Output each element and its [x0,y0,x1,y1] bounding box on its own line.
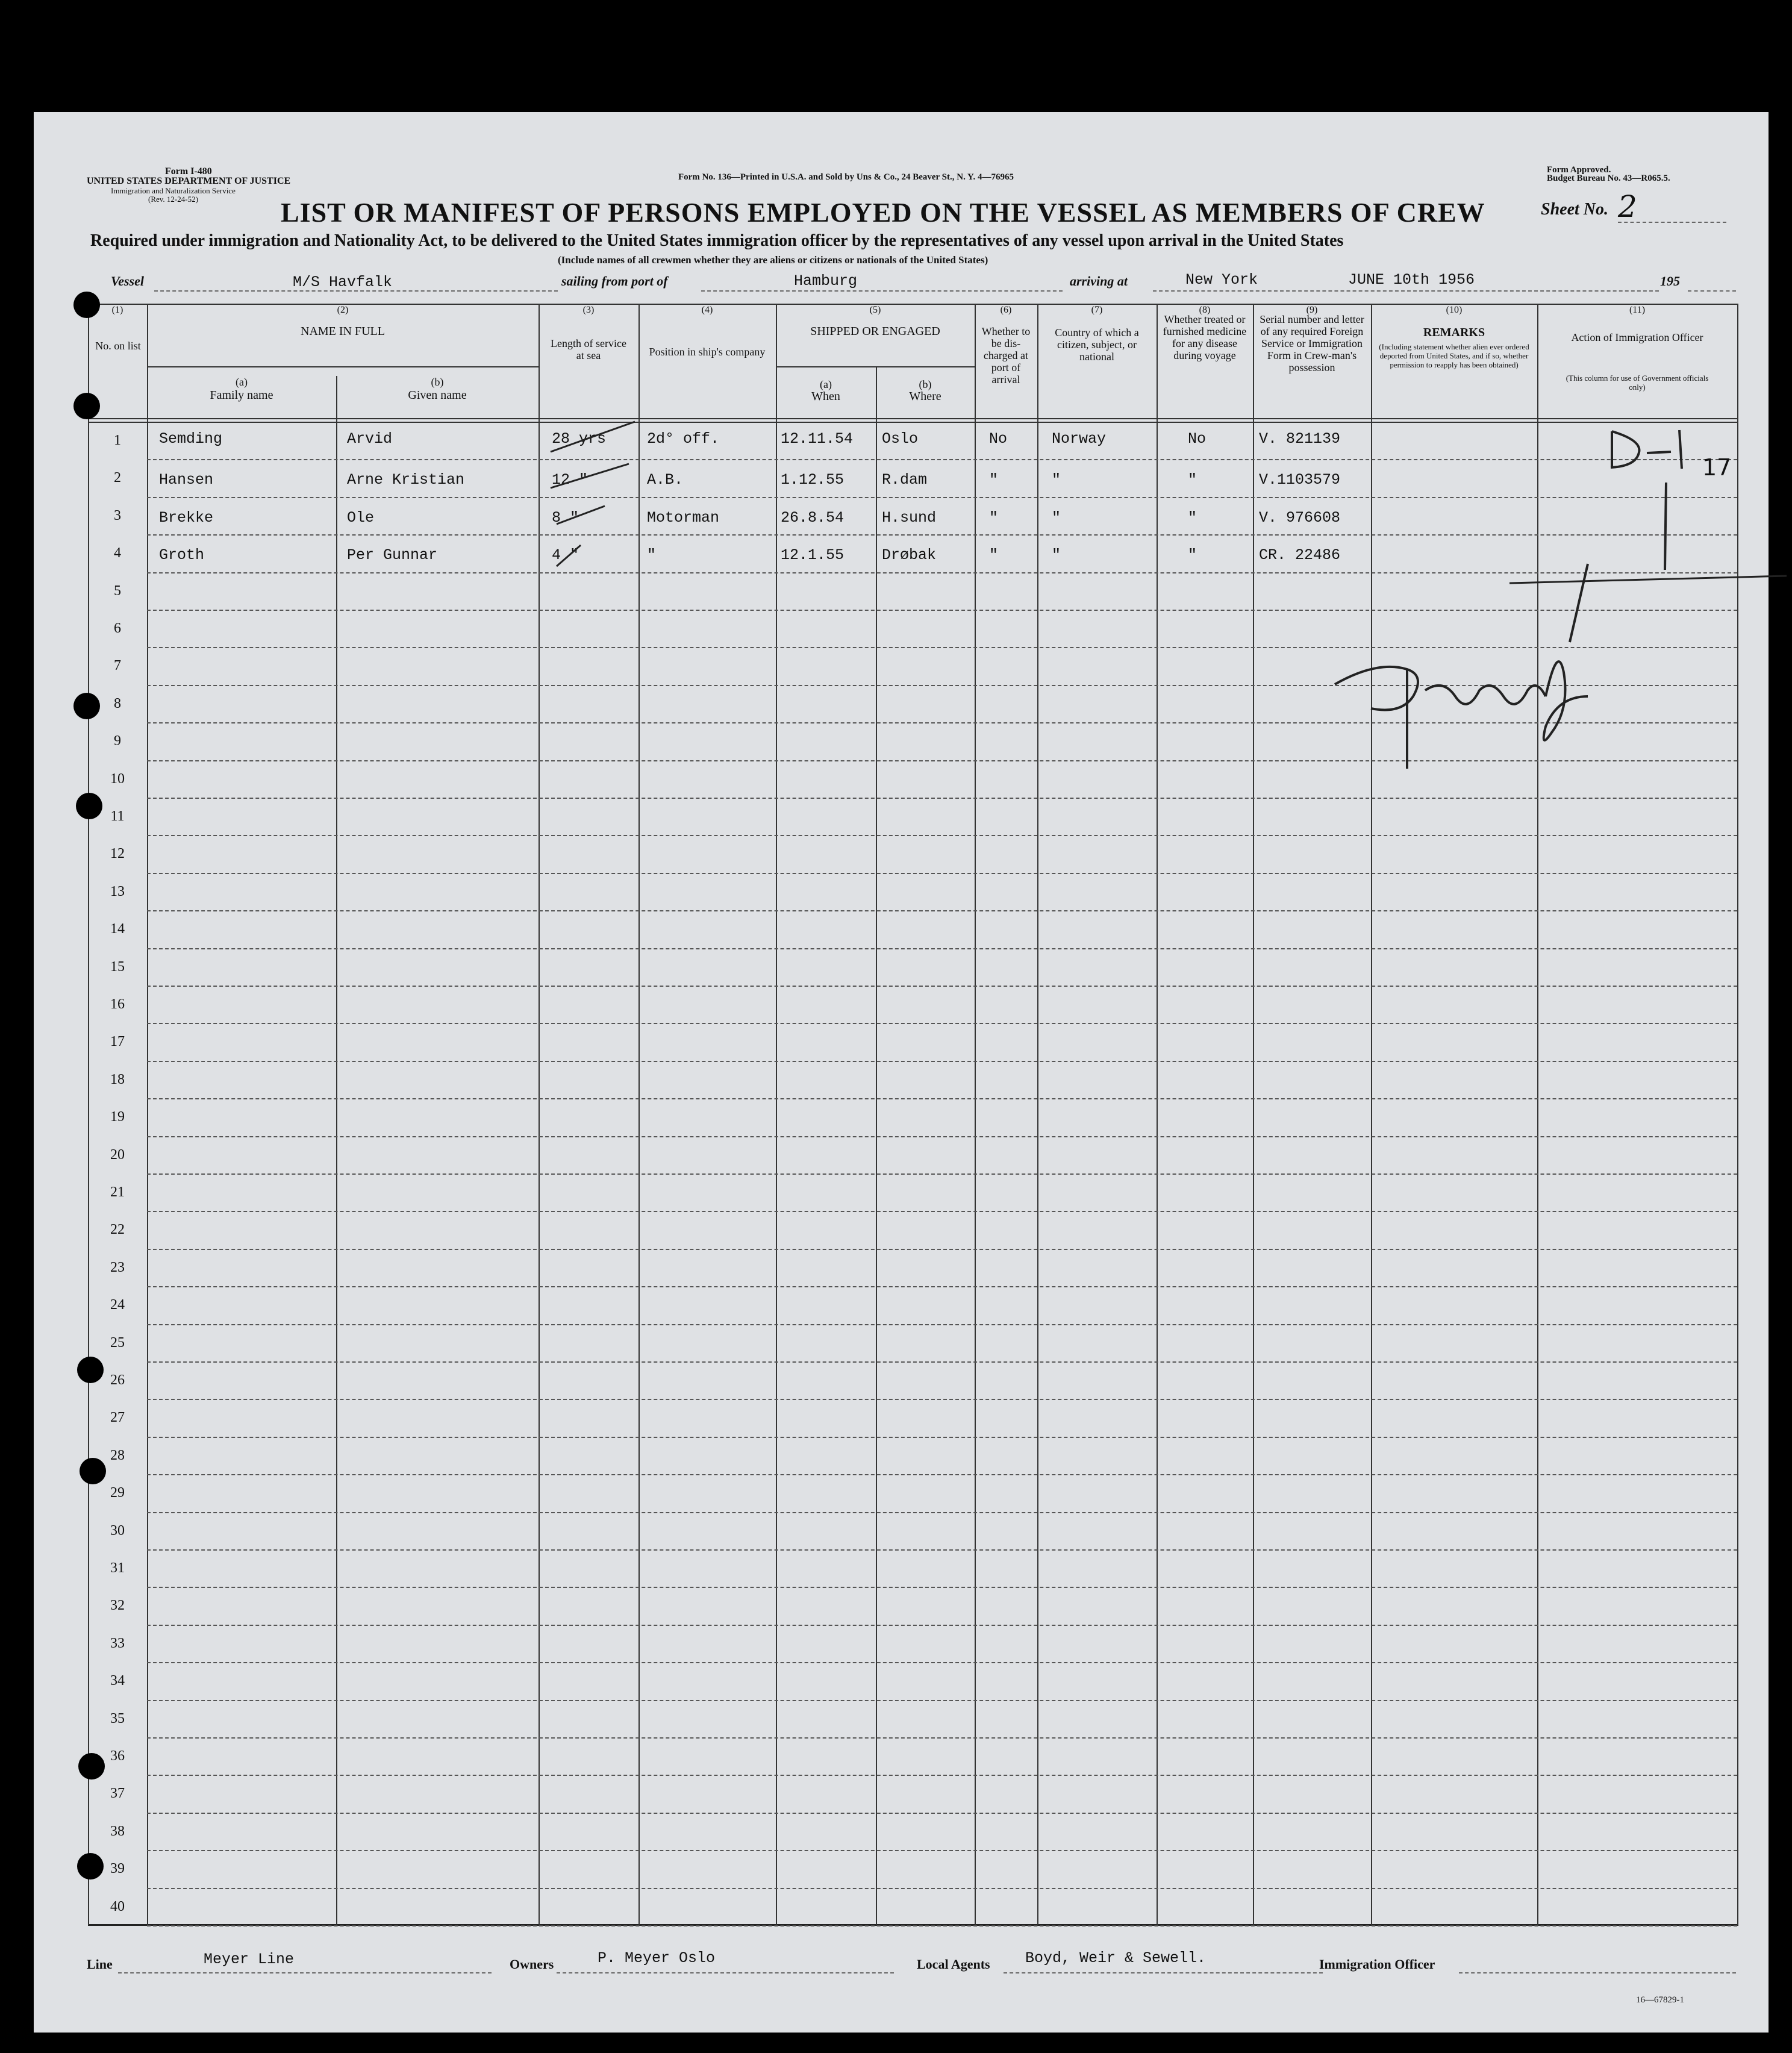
vessel-label: Vessel [111,273,144,289]
punch-hole [76,793,102,819]
row-number: 4 [114,545,121,561]
crew-length: 8 " [552,508,579,527]
crew-when: 26.8.54 [781,508,844,527]
header-where: Where [909,390,941,403]
form-number: Form I-480 [165,166,212,177]
crew-country: " [1052,508,1061,527]
crew-treated: No [1188,430,1207,448]
department: UNITED STATES DEPARTMENT OF JUSTICE [87,176,291,186]
crew-when: 1.12.55 [781,471,844,489]
row-number: 30 [110,1522,125,1539]
row-number: 16 [110,996,125,1012]
col-num-6: (6) [1000,305,1012,315]
row-number: 1 [114,433,121,448]
row-number: 37 [110,1786,125,1802]
budget-number: Budget Bureau No. 43—R065.5. [1547,173,1670,183]
printer-note: Form No. 136—Printed in U.S.A. and Sold by Uns & Co., 24 Beaver St., N. Y. 4—76965 [678,172,1014,182]
crew-given: Arne Kristian [347,471,465,489]
col-num-1: (1) [111,305,123,315]
punch-hole [78,1753,105,1780]
row-number: 13 [110,883,125,899]
row-number: 35 [110,1710,125,1726]
arriving-label: arriving at [1070,273,1128,289]
row-number: 31 [110,1560,125,1576]
row-number: 8 [114,695,121,711]
col-num-10: (10) [1446,305,1463,315]
row-number: 6 [114,620,121,636]
row-number: 20 [110,1146,125,1163]
crew-length: 4 " [552,546,579,564]
header-serial: Serial number and letter of any required Foreign Service or Immigration Form in Crew-man's possession [1260,313,1364,373]
line-name: Meyer Line [204,1951,295,1968]
row-number: 9 [114,733,121,749]
header-name-in-full: NAME IN FULL [301,325,385,338]
header-given-letter: (b) [431,376,444,388]
crew-treated: " [1188,508,1197,527]
punch-hole [80,1458,106,1484]
row-number: 22 [110,1222,125,1238]
col-num-4: (4) [701,305,713,315]
include-note: (Include names of all crewmen whether they are aliens or citizens or nationals of the United States) [558,254,988,266]
crew-serial: CR. 22486 [1259,546,1341,564]
row-number: 38 [110,1823,125,1839]
agents-label: Local Agents [917,1957,990,1972]
row-number: 14 [110,921,125,937]
arrival-date: JUNE 10th 1956 [1348,271,1475,289]
crew-given: Ole [347,508,375,527]
header-no-on-list: No. on list [95,340,141,352]
row-number: 21 [110,1184,125,1200]
row-number: 17 [110,1034,125,1050]
row-number: 18 [110,1071,125,1087]
crew-country: Norway [1052,430,1107,448]
crew-family: Brekke [159,508,214,527]
header-when: When [811,390,840,403]
header-action: Action of Immigration Officer [1571,331,1703,343]
sheet-number: 2 [1618,189,1637,224]
crew-where: Drøbak [882,546,937,564]
header-when-letter: (a) [820,378,832,390]
row-number: 19 [110,1109,125,1125]
page-title: LIST OR MANIFEST OF PERSONS EMPLOYED ON THE VESSEL AS MEMBERS OF CREW [281,197,1485,228]
crew-family: Hansen [159,471,214,489]
owners-label: Owners [510,1957,554,1972]
header-remarks: REMARKS [1423,326,1485,339]
col-num-8: (8) [1199,305,1211,315]
punch-hole [73,693,100,719]
row-number: 15 [110,958,125,975]
remarks-note: (Including statement whether alien ever ordered deported from United States, and if so, whether permission to reapply has been obtained) [1379,342,1529,369]
arriving-port: New York [1185,271,1258,289]
crew-discharged: " [989,546,999,564]
crew-where: H.sund [882,508,937,527]
footer-code: 16—67829-1 [1636,1995,1684,2005]
col-num-5: (5) [869,305,881,315]
row-number: 10 [110,770,125,787]
crew-position: A.B. [647,471,684,489]
row-number: 7 [114,658,121,674]
row-number: 12 [110,846,125,862]
row-number: 33 [110,1635,125,1651]
crew-serial: V.1103579 [1259,471,1341,489]
length-strike-marks [539,422,659,590]
header-discharged: Whether to be dis-charged at port of arrival [981,325,1031,386]
punch-hole [73,292,100,318]
header-shipped: SHIPPED OR ENGAGED [810,325,940,338]
row-number: 3 [114,507,121,523]
crew-position: Motorman [647,508,720,527]
crew-given: Per Gunnar [347,546,438,564]
service: Immigration and Naturalization Service [111,186,236,195]
count-annotation: 17 [1702,454,1732,481]
row-number: 29 [110,1485,125,1501]
crew-serial: V. 976608 [1259,508,1341,527]
crew-table [88,304,1738,1925]
row-number: 34 [110,1673,125,1689]
header-family-name: Family name [210,389,273,402]
agents-name: Boyd, Weir & Sewell. [1025,1949,1207,1967]
owners-name: P. Meyer Oslo [598,1949,716,1967]
header-treated: Whether treated or furnished medicine for any disease during voyage [1163,313,1247,361]
officer-signature [1287,552,1624,805]
line-label: Line [87,1957,113,1972]
sailing-port: Hamburg [794,272,858,290]
sailing-label: sailing from port of [561,273,668,289]
header-where-letter: (b) [919,378,932,390]
crew-country: " [1052,546,1061,564]
row-number: 11 [110,808,125,824]
punch-hole [73,393,100,419]
crew-treated: " [1188,471,1197,489]
col-num-3: (3) [582,305,595,315]
form-approved: Form Approved. [1547,165,1611,175]
crew-where: R.dam [882,471,928,489]
revision: (Rev. 12-24-52) [148,195,198,204]
row-number: 36 [110,1748,125,1764]
header-country: Country of which a citizen, subject, or national [1055,327,1139,363]
row-number: 32 [110,1598,125,1614]
action-note: (This column for use of Government officials only) [1566,373,1709,392]
col-num-11: (11) [1629,305,1646,315]
crew-family: Groth [159,546,205,564]
crew-family: Semding [159,430,223,448]
vessel-name: M/S Havfalk [293,273,393,291]
row-number: 25 [110,1334,125,1351]
sheet-label: Sheet No. [1541,200,1608,219]
row-number: 39 [110,1861,125,1877]
crew-position: 2d° off. [647,430,720,448]
year-suffix: 195 [1660,273,1680,289]
punch-hole [77,1357,104,1383]
row-number: 24 [110,1297,125,1313]
col-num-2: (2) [337,305,349,315]
row-number: 2 [114,470,121,486]
crew-discharged: No [989,430,1008,448]
col-num-7: (7) [1091,305,1103,315]
crew-given: Arvid [347,430,393,448]
immigration-officer-label: Immigration Officer [1319,1957,1435,1972]
crew-discharged: " [989,508,999,527]
header-length: Length of service at sea [551,337,626,361]
crew-length: 28 yrs [552,430,607,448]
row-number: 26 [110,1372,125,1388]
row-number: 40 [110,1898,125,1914]
row-number: 5 [114,583,121,599]
header-given-name: Given name [408,389,467,402]
crew-country: " [1052,471,1061,489]
punch-hole [77,1853,104,1880]
crew-discharged: " [989,471,999,489]
crew-when: 12.1.55 [781,546,844,564]
crew-where: Oslo [882,430,919,448]
crew-length: 12 " [552,471,588,489]
subtitle: Required under immigration and Nationality Act, to be delivered to the United States immigration officer by the representatives of any vessel upon arrival in the United States [90,231,1344,250]
crew-when: 12.11.54 [781,430,854,448]
manifest-sheet [34,112,1769,2033]
crew-position: " [647,546,657,564]
col-num-9: (9) [1306,305,1318,315]
header-family-letter: (a) [236,376,248,388]
header-position: Position in ship's company [649,346,766,358]
row-number: 27 [110,1410,125,1426]
crew-serial: V. 821139 [1259,430,1341,448]
crew-treated: " [1188,546,1197,564]
row-number: 28 [110,1447,125,1463]
row-number: 23 [110,1259,125,1275]
action-mark-text [1554,424,1555,425]
